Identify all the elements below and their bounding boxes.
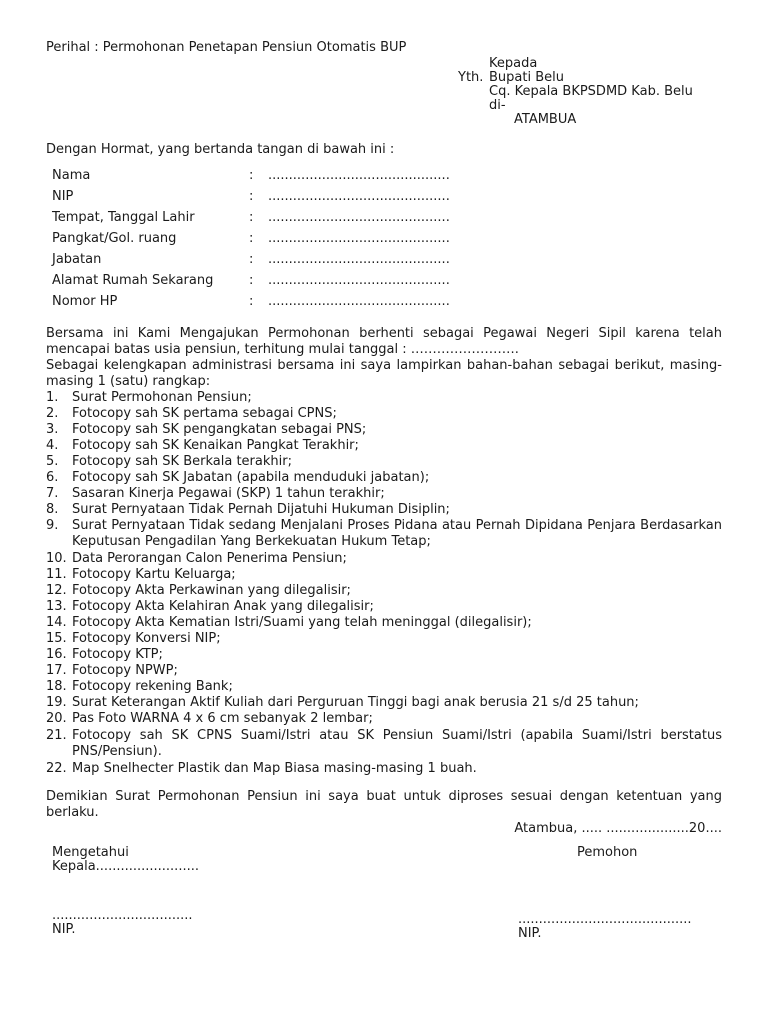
field-colon: : <box>249 252 254 267</box>
list-number: 7. <box>46 486 59 501</box>
recipient-cq: Cq. Kepala BKPSDMD Kab. Belu <box>489 84 693 99</box>
field-colon: : <box>249 189 254 204</box>
list-text: Fotocopy sah SK CPNS Suami/Istri atau SK Pensiun Suami/Istri (apabila Suami/Istri berstatus PNS/Pensiun). <box>72 728 722 759</box>
field-label: Alamat Rumah Sekarang <box>52 273 214 288</box>
list-text: Fotocopy rekening Bank; <box>72 679 233 694</box>
list-text: Pas Foto WARNA 4 x 6 cm sebanyak 2 lembar; <box>72 711 373 726</box>
list-item <box>46 470 722 486</box>
list-number: 5. <box>46 454 59 469</box>
list-number: 1. <box>46 390 59 405</box>
list-number: 16. <box>46 647 67 662</box>
list-item <box>46 406 722 422</box>
field-blank: ............................................ <box>268 210 450 225</box>
list-text: Fotocopy sah SK Jabatan (apabila menduduki jabatan); <box>72 470 430 485</box>
list-text: Fotocopy sah SK pengangkatan sebagai PNS; <box>72 422 367 437</box>
field-blank: ............................................ <box>268 294 450 309</box>
list-number: 10. <box>46 551 67 566</box>
list-number: 19. <box>46 695 67 710</box>
list-number: 17. <box>46 663 67 678</box>
field-blank: ............................................ <box>268 231 450 246</box>
left-signature-line: .................................. <box>52 908 193 923</box>
list-item <box>46 551 722 567</box>
list-number: 21. <box>46 728 67 743</box>
list-number: 8. <box>46 502 59 517</box>
list-number: 11. <box>46 567 67 582</box>
list-number: 2. <box>46 406 59 421</box>
field-colon: : <box>249 168 254 183</box>
field-colon: : <box>249 210 254 225</box>
field-blank: ............................................ <box>268 189 450 204</box>
list-text: Fotocopy Akta Kelahiran Anak yang dilegalisir; <box>72 599 374 614</box>
recipient-city: ATAMBUA <box>514 112 577 127</box>
list-number: 20. <box>46 711 67 726</box>
list-item <box>46 695 722 711</box>
recipient-di: di- <box>489 98 506 113</box>
field-label: Pangkat/Gol. ruang <box>52 231 177 246</box>
list-text: Surat Pernyataan Tidak Pernah Dijatuhi Hukuman Disiplin; <box>72 502 450 517</box>
list-item <box>46 518 722 550</box>
list-number: 12. <box>46 583 67 598</box>
list-text: Fotocopy Akta Kematian Istri/Suami yang telah meninggal (dilegalisir); <box>72 615 532 630</box>
list-number: 18. <box>46 679 67 694</box>
attachments-intro: Sebagai kelengkapan administrasi bersama ini saya lampirkan bahan-bahan sebagai berikut, masing-masing 1 (satu) rangkap: <box>46 358 722 389</box>
subject-line: Perihal : Permohonan Penetapan Pensiun Otomatis BUP <box>46 40 407 55</box>
mengetahui-label: Mengetahui <box>52 845 129 860</box>
list-text: Fotocopy NPWP; <box>72 663 178 678</box>
field-blank: ............................................ <box>268 273 450 288</box>
list-item <box>46 679 722 695</box>
field-blank: ............................................ <box>268 252 450 267</box>
pemohon-label: Pemohon <box>577 845 638 860</box>
list-text: Fotocopy Konversi NIP; <box>72 631 221 646</box>
list-item <box>46 502 722 518</box>
field-label: NIP <box>52 189 74 204</box>
list-number: 9. <box>46 518 59 533</box>
list-item <box>46 711 722 727</box>
list-number: 14. <box>46 615 67 630</box>
recipient-yth: Yth. <box>458 70 484 85</box>
list-text: Fotocopy Kartu Keluarga; <box>72 567 236 582</box>
field-label: Nomor HP <box>52 294 118 309</box>
list-text: Fotocopy KTP; <box>72 647 163 662</box>
recipient-bupati: Bupati Belu <box>489 70 564 85</box>
field-label: Tempat, Tanggal Lahir <box>52 210 195 225</box>
field-colon: : <box>249 231 254 246</box>
right-nip-label: NIP. <box>518 926 542 941</box>
list-item <box>46 422 722 438</box>
list-number: 13. <box>46 599 67 614</box>
field-colon: : <box>249 294 254 309</box>
request-paragraph: Bersama ini Kami Mengajukan Permohonan berhenti sebagai Pegawai Negeri Sipil karena telah mencapai batas usia pensiun, terhitung mulai tanggal : ……………………. <box>46 326 722 357</box>
list-text: Map Snelhecter Plastik dan Map Biasa masing-masing 1 buah. <box>72 761 477 776</box>
list-text: Fotocopy sah SK pertama sebagai CPNS; <box>72 406 337 421</box>
list-item <box>46 761 722 777</box>
salutation: Dengan Hormat, yang bertanda tangan di bawah ini : <box>46 142 395 157</box>
list-item <box>46 599 722 615</box>
closing-paragraph: Demikian Surat Permohonan Pensiun ini saya buat untuk diproses sesuai dengan ketentuan yang berlaku. <box>46 789 722 820</box>
field-blank: ............................................ <box>268 168 450 183</box>
list-text: Fotocopy sah SK Berkala terakhir; <box>72 454 292 469</box>
list-item <box>46 647 722 663</box>
list-text: Sasaran Kinerja Pegawai (SKP) 1 tahun terakhir; <box>72 486 385 501</box>
left-nip-label: NIP. <box>52 922 76 937</box>
field-label: Jabatan <box>52 252 102 267</box>
recipient-kepada: Kepada <box>489 56 538 71</box>
field-label: Nama <box>52 168 91 183</box>
list-number: 6. <box>46 470 59 485</box>
list-text: Surat Keterangan Aktif Kuliah dari Perguruan Tinggi bagi anak berusia 21 s/d 25 tahun; <box>72 695 639 710</box>
list-item <box>46 567 722 583</box>
field-colon: : <box>249 273 254 288</box>
list-item <box>46 728 722 760</box>
list-item <box>46 486 722 502</box>
list-item <box>46 454 722 470</box>
list-number: 4. <box>46 438 59 453</box>
list-text: Surat Permohonan Pensiun; <box>72 390 252 405</box>
list-number: 22. <box>46 761 67 776</box>
list-item <box>46 663 722 679</box>
right-signature-line: .......................................... <box>518 912 692 927</box>
list-number: 15. <box>46 631 67 646</box>
list-number: 3. <box>46 422 59 437</box>
kepala-label: Kepala......................... <box>52 859 199 874</box>
list-item <box>46 390 722 406</box>
list-text: Surat Pernyataan Tidak sedang Menjalani Proses Pidana atau Pernah Dipidana Penjara Berdasarkan Keputusan Pengadilan Yang Berkekuatan Hukum Tetap; <box>72 518 722 549</box>
list-text: Fotocopy Akta Perkawinan yang dilegalisir; <box>72 583 351 598</box>
list-item <box>46 583 722 599</box>
list-text: Fotocopy sah SK Kenaikan Pangkat Terakhir; <box>72 438 359 453</box>
list-item <box>46 631 722 647</box>
place-date: Atambua, ..... ....................20.... <box>514 821 722 836</box>
list-text: Data Perorangan Calon Penerima Pensiun; <box>72 551 347 566</box>
list-item <box>46 615 722 631</box>
list-item <box>46 438 722 454</box>
